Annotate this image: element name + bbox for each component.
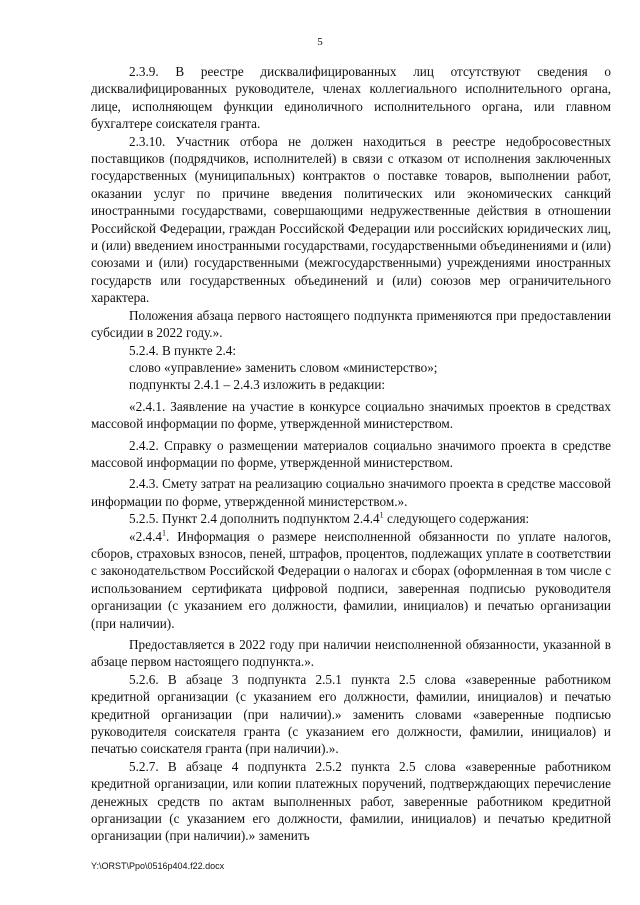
paragraph-2-3-9: 2.3.9. В реестре дисквалифицированных лиц отсутствуют сведения о дисквалифицированных руководителе, членах коллегиального исполнительного органа, лице, исполняющем функции единоличного исполнительного органа, или главном бухгалтере соискателя гранта. [91,64,611,132]
paragraph-5-2-5-text: 5.2.5. Пункт 2.4 дополнить подпунктом 2.4.4 [129,511,380,527]
paragraph-2-4-2: 2.4.2. Справку о размещении материалов социально значимого проекта в средстве массовой информации по форме, утвержденной министерством. [91,437,611,470]
page-number: 5 [317,36,323,48]
paragraph-2-4-3: 2.4.3. Смету затрат на реализацию социально значимого проекта в средстве массовой информации по форме, утвержденной министерством.». [91,476,611,509]
paragraph-subitems-intro: подпункты 2.4.1 – 2.4.3 изложить в редакции: [129,377,386,393]
paragraph-5-2-5 [91,510,611,527]
paragraph-2-4-4 [91,528,611,632]
paragraph-2-4-4-number: «2.4.4 [129,528,162,544]
document-body [91,63,611,845]
paragraph-5-2-4: 5.2.4. В пункте 2.4: [129,342,237,358]
paragraph-2-4-1: «2.4.1. Заявление на участие в конкурсе социально значимых проектов в средствах массовой информации по форме, утвержденной министерством. [91,398,611,432]
paragraph-2-4-4-text: . Информация о размере неисполненной обязанности по уплате налогов, сборов, страховых взносов, пеней, штрафов, процентов, подлежащих уплате в соответствии с законодательством Российской Федерации о налогах и сборах (оформленная в том числе с использованием сертификата цифровой подписи, заверенная подписью руководителя организации (с указанием его должности, фамилии, инициалов) и печатью организации (при наличии). [91,528,611,631]
footer-file-path: Y:\ORST\Ppo\0516p404.f22.docx [91,861,225,871]
paragraph-5-2-5-tail: следующего содержания: [386,511,530,527]
paragraph-provisions: Положения абзаца первого настоящего подпункта применяются при предоставлении субсидии в 2022 году.». [91,307,611,341]
superscript-mark: 1 [379,510,384,520]
paragraph-5-2-6: 5.2.6. В абзаце 3 подпункта 2.5.1 пункта 2.5 слова «заверенные работником кредитной организации (с указанием его должности, фамилии, инициалов) и печатью кредитной организации (при наличии).» заменить словами «заверенные подписью руководителя соискателя гранта (с указанием его должности, фамилии, инициалов) и печатью соискателя гранта (при наличии).». [91,671,611,757]
paragraph-5-2-7: 5.2.7. В абзаце 4 подпункта 2.5.2 пункта 2.5 слова «заверенные работником кредитной организации, или копии платежных поручений, подтверждающих перечисление денежных средств по актам выполненных работ, заверенные работником кредитной организации (с указанием его должности, фамилии, инициалов) и печатью кредитной организации (при наличии).» заменить [91,758,611,844]
superscript-mark: 1 [161,528,166,538]
paragraph-2-3-10: 2.3.10. Участник отбора не должен находиться в реестре недобросовестных поставщиков (подрядчиков, исполнителей) в связи с отказом от исполнения заключенных государственных (муниципальных) контрактов о поставке товаров, выполнении работ, оказании услуг по причине введения политических или экономических санкций иностранными государствами, совершающими недружественные действия в отношении Российской Федерации, граждан Российской Федерации или российских юридических лиц, и (или) введением иностранными государствами, государственными объединениями и (или) союзами и (или) государственными (межгосударственными) учреждениями иностранных государств или государственных объединений и (или) союзов мер ограничительного характера. [91,133,611,306]
paragraph-provided-2022: Предоставляется в 2022 году при наличии неисполненной обязанности, указанной в абзаце первом настоящего подпункта.». [91,637,611,670]
paragraph-word-replace: слово «управление» заменить словом «министерство»; [129,359,438,375]
